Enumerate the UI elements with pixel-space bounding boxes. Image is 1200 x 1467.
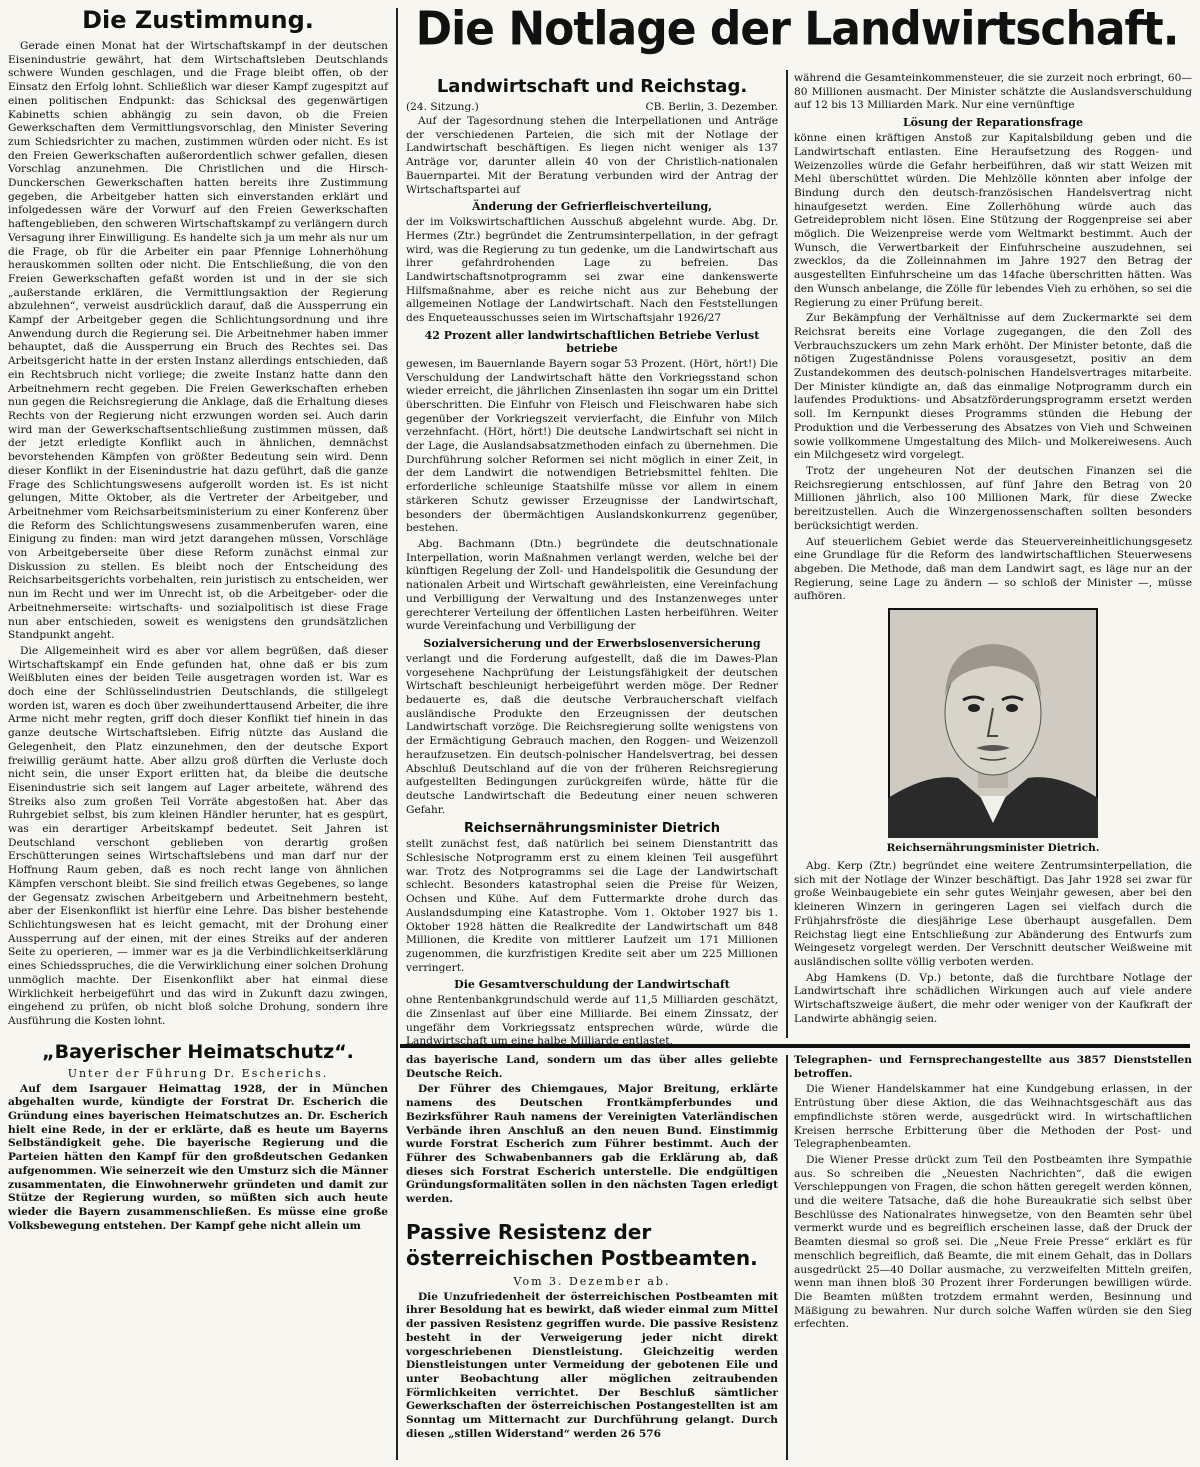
reichstag-title: Landwirtschaft und Reichstag. (436, 76, 748, 97)
reichstag-paragraph-7: ohne Rentenbankgrundschuld werde auf 11,5 Milliarden geschätzt, die Zinsenlast auf über eine Milliarde. Bei einem Zinssatz, der ungefähr dem Vorkriegssatz entsprechen würde, würde die Landwirtschaft um eine halbe Milliarde entlastet, (406, 994, 778, 1048)
right-paragraph-4: Trotz der ungeheuren Not der deutschen Finanzen sei die Reichsregierung entschlossen, auf fünf Jahre den Betrag von 20 Millionen jährlich, also 100 Millionen Mark, für diese Zwecke bereitzustellen. Auch die Winzergenossenschaften sollten besonders berücksichtigt werden. (794, 464, 1192, 532)
bayern-continuation: das bayerische Land, sondern um das über alles geliebte Deutsche Reich. (406, 1054, 778, 1080)
column-rule-right-upper (786, 70, 788, 1038)
column-rule-left (396, 8, 398, 1460)
bayern-paragraph-2: Der Führer des Chiemgaues, Major Breitung, erklärte namens des Deutschen Frontkämpferbundes und Bezirksführer Rauh namens der Vereinigten Vaterländischen Verbände ihren Anschluß an den neuen Bund. Einstimmig wurde Forstrat Escherich zum Führer bestimmt. Auch der Führer des Schwabenbanners gab die Erklärung ab, daß dieses sich Forstrat Escherich unterstelle. Die endgültigen Gründungsformalitäten sollen in den nächsten Tagen erledigt werden. (406, 1083, 778, 1206)
right-column (794, 72, 1192, 1040)
resistenz-continuation: Telegraphen- und Fernsprechangestellte aus 3857 Dienststellen betroffen. (794, 1054, 1192, 1080)
place-date: CB. Berlin, 3. Dezember. (645, 101, 778, 113)
bayern-byline: Unter der Führung Dr. Escherichs. (67, 1066, 329, 1080)
right-paragraph-2: könne einen kräftigen Anstoß zur Kapitalsbildung geben und die Landwirtschaft entlasten. Eine Heraufsetzung des Roggen- und Weizenzolles würde die Gefahr herbeiführen, daß wir statt Weizen mit Mehl überschüttet würden. Die Mehlzölle könnten aber infolge der Bindung durch den deutsch-französischen Handelsvertrag nicht hinaufgesetzt werden. Eine Zollerhöhung würde auch das Getreideproblem nicht lösen. Eine Stützung der Roggenpreise sei aber möglich. Die Weizenpreise werde vom Weltmarkt bestimmt. Auch der Wunsch, die Verwertbarkeit der Einfuhrscheine auszudehnen, sei zwecklos, da die Zolleinnahmen im Jahre 1927 den Betrag der ausgestellten Einfuhrscheine um das 14fache überschritten hätten. Was den Wunsch anbelange, die Zölle für lebendes Vieh zu erhöhen, so sei die Regierung zu einer Prüfung bereit. (794, 132, 1192, 309)
reichstag-paragraph-6: stellt zunächst fest, daß natürlich bei seinem Dienstantritt das Schlesische Notprogramm erst zu einem kleinen Teil ausgeführt war. Trotz des Notprogramms sei die Lage der Landwirtschaft schlecht. Besonders katastrophal seien die Preise für Weizen, Ochsen und Kühe. Auf dem Futtermarkte drohe durch das Auslandsdumping eine Katastrophe. Vom 1. Oktober 1927 bis 1. Oktober 1928 hätten die Realkredite der Landwirtschaft um 848 Millionen, die Kredite von mittlerer Laufzeit um 171 Millionen zugenommen, die kurzfristigen Kredite seit aber um 225 Millionen verringert. (406, 838, 778, 974)
subhead-reparationsfrage: Lösung der Reparationsfrage (902, 116, 1084, 130)
lower-center-column (406, 1054, 778, 1461)
main-headline-box (402, 4, 1192, 64)
lower-right-column (794, 1054, 1192, 1461)
zustimmung-paragraph-2: Die Allgemeinheit wird es aber vor allem begrüßen, daß dieser Wirtschaftskampf ein Ende gefunden hat, ohne daß er bis zum Weißbluten eines der beiden Teile ausgetragen worden ist. War es doch eine der Schlüsselindustrien Deutschlands, die stillgelegt worden ist, waren es doch über zweihunderttausend Arbeiter, die ihre Arme nicht mehr regten, griff doch dieser Konflikt tief hinein in das ganze deutsche Wirtschaftsleben. Eifrig nützte das Ausland die Gelegenheit, den Platz einzunehmen, den der deutsche Export freiwillig geräumt hatte. Aber allzu groß dürften die Verluste doch nicht sein, die unser Export erlitten hat, da bleibe die deutsche Eisenindustrie sich seit langem auf Lager arbeitete, während des Streiks also zum großen Teil Vorräte abgestoßen hat. Aber das Ruhrgebiet selbst, bis zum kleinen Händler herunter, hat es gespürt, was ein derartiger Arbeitskampf bedeutet. Seit Jahren ist Deutschland verschont geblieben von derartig großen Erschütterungen seines Wirtschaftslebens und man darf nur der Hoffnung Raum geben, daß es noch recht lange von ähnlichen Kämpfen verschont bleibt. Sie sind freilich etwas Gegebenes, so lange der Gegensatz zwischen Arbeitgebern und Arbeitnehmern besteht, aber der Eisenkonflikt ist hierfür eine Lehre. Das bisher bestehende Schlichtungswesen hat es leicht gemacht, mit der Drohung einer Aussperrung auf der einen, mit der eines Streiks auf der anderen Seite zu operieren, — immer war es ja die Verbindlichkeitserklärung eines Schiedsspruches, die die Verwirklichung einer solchen Drohung unmöglich machte. Der Eisenkonflikt aber hat einmal diese Wirklichkeit herbeigeführt und das wird in Zukunft dazu zwingen, eingehend zu prüfen, ob nicht bloß solche Drohung, sondern ihre Ausführung die Kosten lohnt. (8, 644, 388, 1027)
dateline (406, 101, 778, 113)
reichstag-paragraph-3: gewesen, im Bauernlande Bayern sogar 53 Prozent. (Hört, hört!) Die Verschuldung der Landwirtschaft hätte den Vorkriegsstand schon wieder erreicht, die jährlichen Zinsenlasten ihn sogar um ein Drittel überschritten. Die Einfuhr von Fleisch und Fleischwaren habe sich gegenüber der Vorkriegszeit vervierfacht, die Einfuhr von Milch verzehnfacht. (Hört, hört!) Die deutsche Landwirtschaft sei nicht in der Lage, die Auslandsabsatzmethoden einfach zu übernehmen. Die Durchführung solcher Reformen sei nicht möglich in einer Zeit, in der dem Landwirt die notwendigen Betriebsmittel fehlten. Die erforderliche schleunige Staatshilfe müsse vor allem in einem stärkeren Schutz gewisser Erzeugnisse der Landwirtschaft, besonders der übermächtigen Auslandskonkurrenz gegenüber, bestehen. (406, 357, 778, 535)
zustimmung-paragraph-1: Gerade einen Monat hat der Wirtschaftskampf in der deutschen Eisenindustrie gewährt, hat dem Wirtschaftsleben Deutschlands schwere Wunden geschlagen, und die Frage bleibt offen, ob der Einsatz den Erfolg lohnt. Schließlich war dieser Kampf zugespitzt auf einen politischen Endpunkt: das Schicksal des gegenwärtigen Kabinetts schien abhängig zu sein davon, ob die Freien Gewerkschaften dem Vermittlungsvorschlag, den Minister Severing zum Schiedsrichter zu machen, zustimmen würden oder nicht. Es ist den Freien Gewerkschaften außerordentlich schwer gefallen, diesen Vorschlag anzunehmen. Die Christlichen und die Hirsch-Dunckerschen Gewerkschaften hatten bereits ihre Zustimmung gegeben, die Arbeitgeber hatten sich einverstanden erklärt und infolgedessen wäre der Vorwurf auf den Freien Gewerkschaften haftengeblieben, den schweren Wirtschaftskampf zu verlängern durch Versagung ihrer Einwilligung. Es handelte sich ja um mehr als nur um die Frage, ob für die Arbeiter ein paar Pfennige Lohnerhöhung herauskommen sollten oder nicht. Die Entschließung, die von den Freien Gewerkschaften gefaßt worden ist und in der sie sich „außerstande erklären, die Vermittlungsaktion der Regierung abzulehnen“, verweist ausdrücklich darauf, daß die Aussperrung ein Kampf der Arbeitgeber gegen die Schlichtungsordnung und ihre Anwendung durch die Regierung sei. Die Arbeitnehmer haben immer behauptet, daß die Aussperrung ein Bruch des Rechtes sei. Das Arbeitsgericht hatte in der ersten Instanz allerdings entschieden, daß ein Rechtsbruch nicht vorliege; die zweite Instanz hatte dann den Arbeitnehmern recht gegeben. Die Freien Gewerkschaften erheben nun gegen die Reichsregierung die Anklage, daß die Erhaltung dieses Rechts von der Regierung nicht erzwungen worden sei. Auch darin wird man der Gewerkschaftsentschließung zustimmen müssen, daß der jetzt erledigte Konflikt auch in ähnlichen, demnächst bevorstehenden Kämpfen von größter Bedeutung sein wird. Denn dieser Konflikt in der Eisenindustrie hat dazu geführt, daß die ganze Frage des Schlichtungswesens aufgerollt worden ist. Es ist nicht gelungen, Mitte Oktober, als die Vertreter der Arbeitgeber, und Arbeitnehmer vom Reichsarbeitsministerium zu einer Konferenz über die Reform des Schlichtungswesens zusammenberufen waren, eine Einigung zu finden: man wird jetzt darangehen müssen, Vorschläge von Arbeitgeberseite über diese Reform zunächst einmal zur Diskussion zu stellen. Es bleibt noch der Entscheidung des Reichsarbeitsgerichts vorbehalten, rein juristisch zu entscheiden, wer nun im Recht und wer im Unrecht ist, ob die Arbeitgeber- oder die Arbeitnehmerseite: wirtschafts- und sozialpolitisch ist diese Frage nun aber entschieden, soweit es wenigstens den grundsätzlichen Standpunkt angeht. (8, 40, 388, 642)
portrait-caption: Reichsernährungsminister Dietrich. (886, 842, 1100, 855)
subhead-gesamtverschuldung: Die Gesamtverschuldung der Landwirtschaft (454, 978, 730, 992)
bayern-paragraph: Auf dem Isargauer Heimattag 1928, der in München abgehalten wurde, kündigte der Forstrat Dr. Escherich die Gründung eines bayerischen Heimatschutzes an. Dr. Escherich hielt eine Rede, in der er erklärte, daß es heute um Bayerns Selbständigkeit gehe. Die bayerische Regierung und die Parteien hätten den Kampf für den großdeutschen Gedanken aufgenommen. Wie seinerzeit wie den Umsturz sich die Männer zusammentaten, die Einwohnerwehr gründeten und damit zur Stütze der Regierung wurden, so müßten sich auch heute wieder die Bayern zusammenschließen. Es müsse eine große Volksbewegung entstehen. Der Kampf gehe nicht allein um (8, 1082, 388, 1232)
reichstag-paragraph-2: der im Volkswirtschaftlichen Ausschuß abgelehnt wurde. Abg. Dr. Hermes (Ztr.) begründet die Zentrumsinterpellation, in der gefragt wird, was die Regierung zu tun gedenke, um die Landwirtschaft aus ihrer gefahrdrohenden Lage zu befreien. Das Landwirtschaftsnotprogramm sei zwar eine dankenswerte Hilfsmaßnahme, aber es reiche nicht aus zur Behebung der allgemeinen Notlage der Landwirtschaft. Nach den Feststellungen des Enqueteausschusses seien im Wirtschaftsjahr 1926/27 (406, 216, 778, 325)
subhead-verlustbetriebe: 42 Prozent aller landwirtschaftlichen Betriebe Verlust betriebe (424, 328, 760, 355)
right-paragraph-3: Zur Bekämpfung der Verhältnisse auf dem Zuckermarkte sei dem Reichsrat bereits eine Vorlage zugegangen, die den Zoll des Verbrauchszuckers um zehn Mark erhöht. Der Minister betonte, daß die nötigen Zugeständnisse Polens vorausgesetzt, positiv an dem Zustandekommen des deutsch-polnischen Handelsvertrages mitarbeite. Der Minister kündigte an, daß das einmalige Notprogramm durch ein laufendes Produktions- und Absatzförderungsprogramm ersetzt werden soll. Im Kernpunkt dieses Programms stünden die Hebung der Produktion und die Verbesserung des Absatzes von Vieh und Schweinen sowie vollkommene Umgestaltung des Milch- und Molkereiwesens. Auch ein Milchgesetz wird vorgelegt. (794, 312, 1192, 462)
bayern-title: „Bayerischer Heimatschutz“. (42, 1040, 354, 1063)
right-paragraph-6: Abg. Kerp (Ztr.) begründet eine weitere Zentrumsinterpellation, die sich mit der Notlage der Winzer beschäftigt. Das Jahr 1928 sei zwar für große Weinbaugebiete ein sehr gutes Weinjahr gewesen, aber bei den kleineren Winzern in geringeren Lagen sei vielfach durch die Frühjahrsfröste die diesjährige Lese überhaupt ausgefallen. Dem Reichstag liegt eine Entschließung zur Abänderung des Entwurfs zum Weingesetz vorgelegt werden. Der Verschnitt deutscher Weißweine mit ausländischen sollte völlig verboten werden. (794, 860, 1192, 968)
zustimmung-title: Die Zustimmung. (82, 6, 314, 34)
subhead-sozialversicherung: Sozialversicherung und der Erwerbslosenversicherung (423, 636, 761, 650)
subhead-gefrierfleisch: Änderung der Gefrierfleischverteilung, (472, 200, 712, 214)
right-paragraph-7: Abg Hamkens (D. Vp.) betonte, daß die furchtbare Notlage der Landwirtschaft ihre schädlichen Wirkungen auch auf viele andere Wirtschaftszweige äußert, die mehr oder weniger von der Kaufkraft der Landwirte abhängig seien. (794, 971, 1192, 1025)
session-label: (24. Sitzung.) (406, 101, 479, 113)
reichstag-paragraph-5: verlangt und die Forderung aufgestellt, daß die im Dawes-Plan vorgesehene Nachprüfung der Leistungsfähigkeit der deutschen Wirtschaft beschleunigt herbeigeführt werden möge. Der Redner bedauerte es, daß die deutsche Verbraucherschaft vielfach ausländische Produkte den Erzeugnissen der deutschen Landwirtschaft vorzöge. Die Reichsregierung sollte wenigstens von der Ermächtigung Gebrauch machen, den Roggen- und Weizenzoll heraufzusetzen. Ein deutsch-polnischer Handelsvertrag, bei dessen Abschluß Deutschland auf die von der früheren Reichsregierung aufgestellten Bedingungen zurückgreifen würde, hätte für die deutsche Landwirtschaft die Bedeutung einer neuen schweren Gefahr. (406, 652, 778, 816)
reichstag-paragraph-4: Abg. Bachmann (Dtn.) begründete die deutschnationale Interpellation, worin Maßnahmen verlangt werden, welche bei der künftigen Regelung der Zoll- und Handelspolitik die Gesundung der nationalen Arbeit und Wirtschaft gewährleisten, eine Vereinfachung und Verbilligung der Verwaltung und des Instanzenweges unter gerechterer Verteilung der öffentlichen Lasten herbeiführen. Weiter wurde Vereinfachung und Verbilligung der (406, 537, 778, 633)
main-headline: Die Notlage der Landwirtschaft. (415, 2, 1179, 57)
resistenz-paragraph-1: Die Unzufriedenheit der österreichischen Postbeamten mit ihrer Besoldung hat es bewirkt, daß wieder einmal zum Mittel der passiven Resistenz gegriffen wurde. Die passive Resistenz besteht in der Verweigerung jeder nicht direkt vorgeschriebenen Dienstleistung. Gleichzeitig werden Dienstleistungen unter Vermeidung der gebotenen Eile und unter Beobachtung aller möglichen zeitraubenden Förmlichkeiten verrichtet. Der Beschluß sämtlicher Gewerkschaften der österreichischen Postangestellten ist am Sonntag um Mitternacht zur Durchführung gelangt. Durch diesen „stillen Widerstand“ werden 26 576 (406, 1290, 778, 1440)
resistenz-paragraph-2: Die Wiener Handelskammer hat eine Kundgebung erlassen, in der Entrüstung über diese Aktion, die das Weihnachtsgeschäft aus das empfindlichste stören werde, ausgedrückt wird. In wirtschaftlichen Kreisen herrsche Erbitterung über die Methoden der Post- und Telegraphenbeamten. (794, 1083, 1192, 1151)
portrait-dietrich (888, 608, 1098, 838)
center-column (406, 70, 778, 1048)
column-rule-right-lower (786, 1055, 788, 1460)
resistenz-byline: Vom 3. Dezember ab. (513, 1274, 671, 1288)
right-paragraph-1: während die Gesamteinkommensteuer, die sie zurzeit noch erbringt, 60—80 Millionen ausmacht. Der Minister schätzte die Auslandsverschuldung auf 12 bis 13 Milliarden Mark. Nur eine vernünftige (794, 72, 1192, 112)
left-column (8, 6, 388, 1461)
resistenz-title: Passive Resistenz der österreichischen Postbeamten. (406, 1219, 758, 1270)
resistenz-paragraph-3: Die Wiener Presse drückt zum Teil den Postbeamten ihre Sympathie aus. So schreiben die „Neuesten Nachrichten“, daß die ewigen Verschleppungen von Fragen, die schon hätten geregelt werden können, und die weitere Tatsache, daß die hohe Bureaukratie sich selbst über Beschlüsse des Nationalrates hinwegsetze, von den Beamten sehr übel vermerkt wurde und es begreiflich erscheinen lasse, daß der Druck der Beamten diesmal so groß sei. Die „Neue Freie Presse“ erklärt es für menschlich begreiflich, daß Beamte, die mit einem Gehalt, das in Dollars ausgedrückt 25—40 Dollar ausmache, zu verzweifelten Mitteln greifen, wenn man ihnen bloß 30 Prozent ihrer Forderungen bewilligen würde. Die Beamten müßten trotzdem ermahnt werden, Besinnung und Mäßigung zu bewahren. Nur durch solche Waffen würden sie den Sieg erfechten. (794, 1153, 1192, 1331)
subhead-dietrich: Reichsernährungsminister Dietrich (464, 821, 720, 837)
reichstag-paragraph-1: Auf der Tagesordnung stehen die Interpellationen und Anträge der verschiedenen Parteien, die sich mit der Notlage der Landwirtschaft beschäftigen. Es liegen nicht weniger als 137 Anträge vor, darunter allein 40 von der Christlich-nationalen Bauernpartei. Mit der Beratung verbunden wird der Antrag der Wirtschaftspartei auf (406, 115, 778, 196)
right-paragraph-5: Auf steuerlichem Gebiet werde das Steuervereinheitlichungsgesetz eine Grundlage für die Reform des landwirtschaftlichen Steuerwesens abgeben. Die Methode, daß man dem Landwirt sagt, es läge nur an der Regierung, seine Lage zu ändern — so schloß der Minister —, müsse aufhören. (794, 535, 1192, 603)
